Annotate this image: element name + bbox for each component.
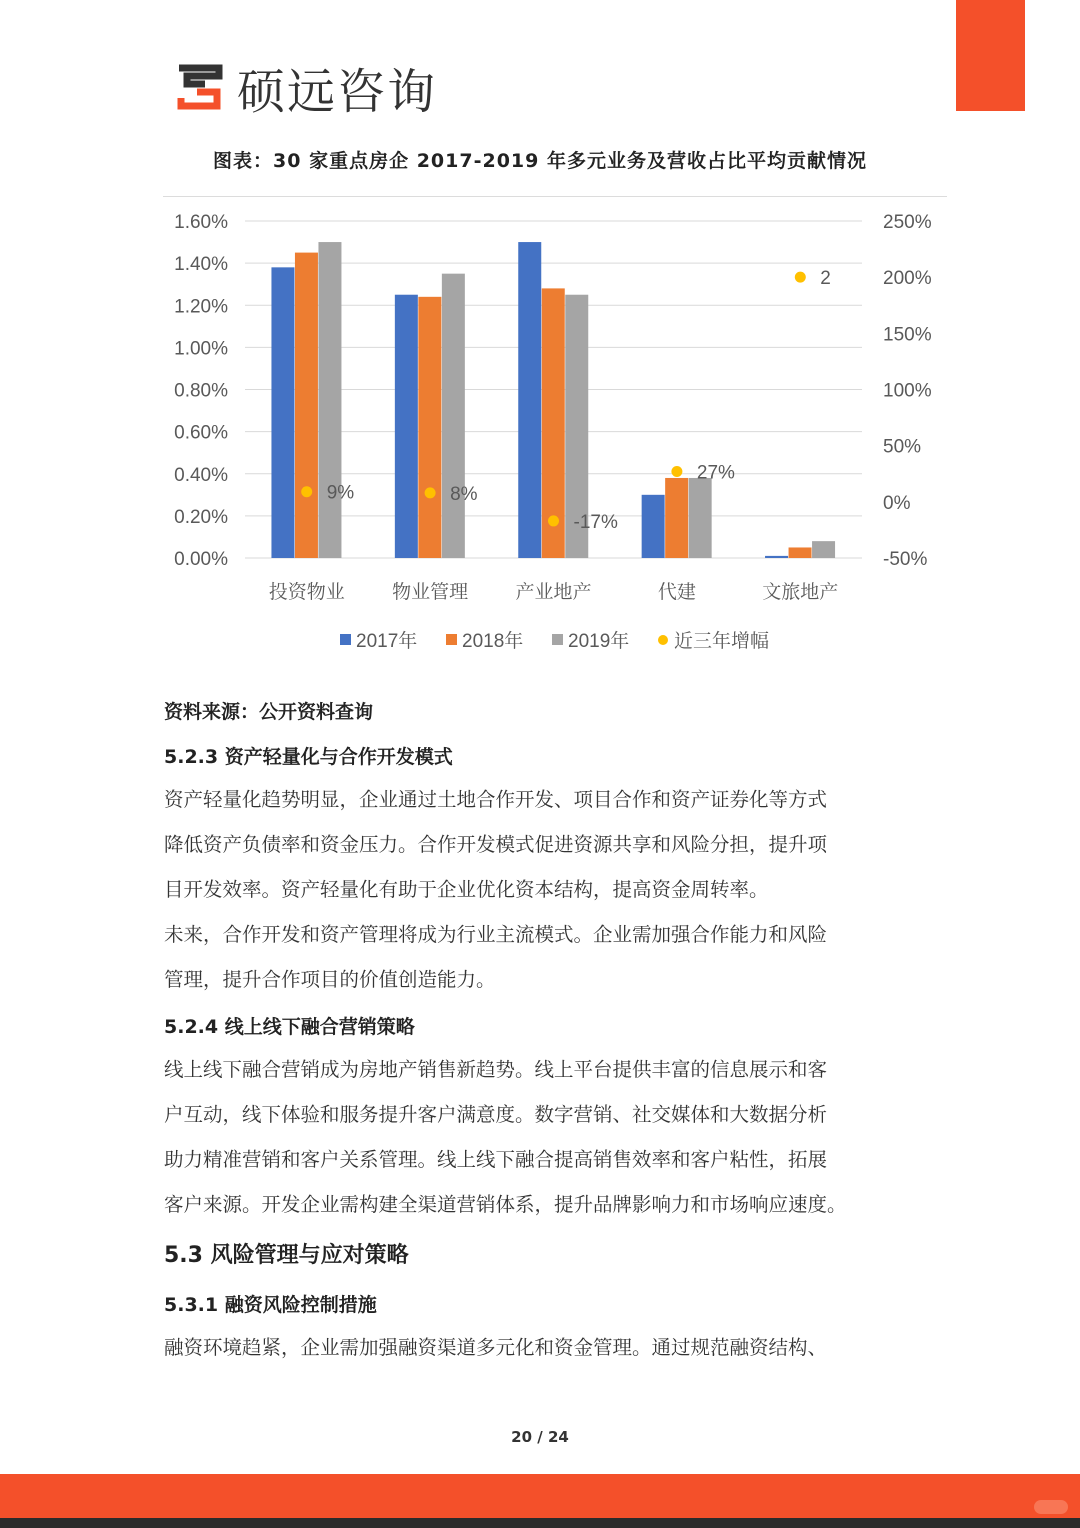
- text-line: 目开发效率。资产轻量化有助于企业优化资本结构，提高资金周转率。: [164, 878, 769, 901]
- legend-label: 近三年增幅: [674, 631, 770, 652]
- y-right-tick-label: 150%: [883, 324, 932, 346]
- y-left-tick-label: 1.40%: [174, 254, 228, 276]
- data-label: -17%: [573, 511, 618, 533]
- bar: [765, 556, 788, 558]
- data-label: 2: [820, 268, 831, 290]
- scatter-point: [795, 272, 806, 283]
- legend-label: 2018年: [462, 631, 524, 652]
- y-left-tick-label: 1.60%: [174, 212, 228, 233]
- y-left-tick-label: 1.20%: [174, 296, 228, 318]
- text-line: 户互动，线下体验和服务提升客户满意度。数字营销、社交媒体和大数据分析: [164, 1103, 828, 1126]
- text-line: 线上线下融合营销成为房地产销售新趋势。线上平台提供丰富的信息展示和客: [164, 1058, 828, 1081]
- legend-swatch: [658, 635, 668, 645]
- text-line: 客户来源。开发企业需构建全渠道营销体系，提升品牌影响力和市场响应速度。: [164, 1193, 847, 1216]
- y-left-tick-label: 0.60%: [174, 422, 228, 444]
- section-5-2-4-paragraph: [164, 1047, 904, 1227]
- section-5-2-4-heading: 5.2.4 线上线下融合营销策略: [164, 1016, 415, 1038]
- bar: [271, 267, 294, 558]
- bar: [418, 297, 441, 558]
- y-left-tick-label: 0.20%: [174, 506, 228, 528]
- footer-accent-bar: [0, 1474, 1080, 1518]
- legend-swatch: [552, 634, 563, 645]
- y-left-tick-label: 0.40%: [174, 464, 228, 486]
- x-tick-label: 代建: [657, 582, 696, 603]
- text-line: 管理，提升合作项目的价值创造能力。: [164, 968, 496, 991]
- chart-title: 图表：30 家重点房企 2017-2019 年多元业务及营收占比平均贡献情况: [213, 150, 867, 172]
- footer-badge: [1034, 1500, 1068, 1514]
- scatter-point: [671, 466, 682, 477]
- section-5-3-heading: 5.3 风险管理与应对策略: [164, 1243, 409, 1268]
- bar: [395, 295, 418, 558]
- scatter-point: [548, 515, 559, 526]
- x-tick-label: 投资物业: [268, 582, 345, 603]
- bar: [812, 541, 835, 558]
- x-tick-label: 文旅地产: [762, 582, 839, 603]
- section-5-2-3-paragraph-1: [164, 777, 904, 912]
- bar: [442, 274, 465, 558]
- data-label: 27%: [696, 462, 735, 484]
- section-5-2-3-paragraph-2: [164, 912, 904, 1002]
- data-label: 9%: [326, 482, 355, 504]
- scatter-point: [425, 487, 436, 498]
- text-line: 资产轻量化趋势明显，企业通过土地合作开发、项目合作和资产证券化等方式: [164, 788, 828, 811]
- brand-name: 硕远咨询: [237, 63, 438, 120]
- scatter-point: [301, 486, 312, 497]
- text-line: 融资环境趋紧，企业需加强融资渠道多元化和资金管理。通过规范融资结构、: [164, 1336, 828, 1359]
- y-left-tick-label: 0.80%: [174, 380, 228, 402]
- y-left-tick-label: 1.00%: [174, 338, 228, 360]
- bar: [518, 242, 541, 558]
- bar-chart: [0, 0, 1080, 680]
- source-note: 资料来源：公开资料查询: [164, 701, 374, 723]
- bar: [789, 547, 812, 558]
- legend-swatch: [446, 634, 457, 645]
- footer-dark-strip: [0, 1518, 1080, 1528]
- bar: [689, 478, 712, 558]
- y-right-tick-label: 100%: [883, 380, 932, 402]
- text-line: 降低资产负债率和资金压力。合作开发模式促进资源共享和风险分担，提升项: [164, 833, 828, 856]
- y-right-tick-label: -50%: [883, 549, 928, 570]
- y-right-tick-label: 50%: [883, 436, 922, 458]
- text-line: 助力精准营销和客户关系管理。线上线下融合提高销售效率和客户粘性，拓展: [164, 1148, 828, 1171]
- y-left-tick-label: 0.00%: [174, 549, 228, 570]
- bar: [318, 242, 341, 558]
- x-tick-label: 物业管理: [392, 582, 469, 603]
- bar: [295, 253, 318, 558]
- section-5-2-3-heading: 5.2.3 资产轻量化与合作开发模式: [164, 746, 453, 768]
- y-right-tick-label: 0%: [883, 492, 911, 514]
- legend-label: 2019年: [568, 631, 630, 652]
- page-number: 20 / 24: [511, 1428, 569, 1446]
- legend-label: 2017年: [356, 631, 418, 652]
- bar: [642, 495, 665, 558]
- x-tick-label: 产业地产: [515, 582, 592, 603]
- section-5-3-1-paragraph: [164, 1325, 904, 1370]
- legend-swatch: [340, 634, 351, 645]
- y-right-tick-label: 200%: [883, 268, 932, 290]
- bar: [665, 478, 688, 558]
- data-label: 8%: [450, 483, 478, 505]
- y-right-tick-label: 250%: [883, 212, 932, 233]
- section-5-3-1-heading: 5.3.1 融资风险控制措施: [164, 1294, 377, 1316]
- text-line: 未来，合作开发和资产管理将成为行业主流模式。企业需加强合作能力和风险: [164, 923, 828, 946]
